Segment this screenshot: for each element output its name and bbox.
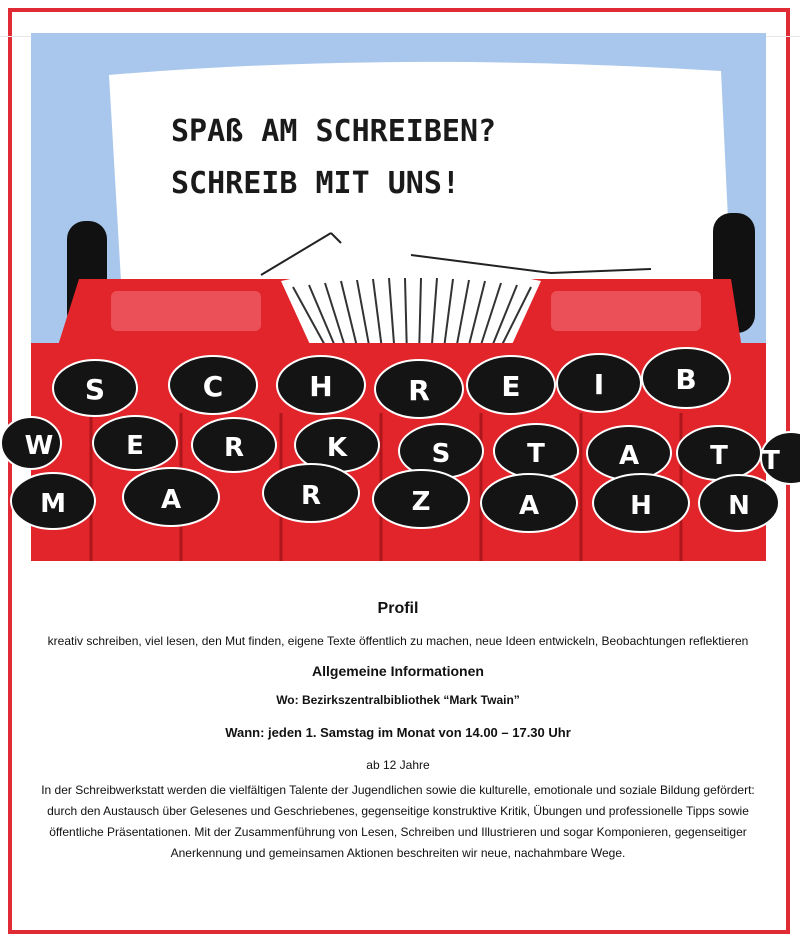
key-row2-7 <box>587 426 671 480</box>
key-label: R <box>223 433 245 463</box>
key-label: T <box>710 441 728 471</box>
key-row2-2 <box>93 416 177 470</box>
key-row3-7 <box>699 475 779 531</box>
key-label: A <box>618 441 640 471</box>
typewriter-banner <box>24 33 780 561</box>
content-section <box>40 600 756 864</box>
key-row2-6 <box>494 424 578 478</box>
headline-line-1: SPAß AM SCHREIBEN? <box>171 114 497 149</box>
description-text: In der Schreibwerkstatt werden die vielfältigen Talente der Jugendlichen sowie die kulturelle, emotionale und soziale Bildung gefördert: durch den Austausch über Gelesenes und Geschriebenes, gegenseitige konstruktive Kritik, Übungen und professionelle Tipps sowie öffentliche Präsentationen. Mit der Zusammenführung von Lesen, Schreiben und Illustrieren und sogar Komponieren, gegenseitiger Anerkennung und gemeinsamen Aktionen beschreiten wir neue, nachahmbare Wege. <box>41 783 755 860</box>
key-label: E <box>501 370 521 403</box>
key-label: H <box>309 370 333 403</box>
profil-heading: Profil <box>377 600 419 617</box>
time-text: Wann: jeden 1. Samstag im Monat von 14.00 – 17.30 Uhr <box>225 725 571 740</box>
key-label: K <box>326 433 348 463</box>
key-label: R <box>300 481 322 511</box>
key-row3-3 <box>263 464 359 522</box>
key-row2-1 <box>1 417 61 469</box>
key-label: I <box>593 368 605 401</box>
key-label: H <box>630 491 652 521</box>
key-row3-5 <box>481 474 577 532</box>
key-row2-8 <box>677 426 761 480</box>
location-text: Wo: Bezirkszentralbibliothek “Mark Twain” <box>276 693 520 707</box>
key-label: T <box>762 446 780 476</box>
key-label: C <box>202 370 224 403</box>
key-label: B <box>675 363 697 396</box>
age-text: ab 12 Jahre <box>366 758 430 772</box>
key-row3-6 <box>593 474 689 532</box>
key-label: M <box>40 489 66 519</box>
key-label: S <box>431 439 451 469</box>
key-label: A <box>160 485 182 515</box>
key-label: R <box>408 374 430 407</box>
key-row2-3 <box>192 418 276 472</box>
key-label: Z <box>411 487 431 517</box>
typewriter-illustration <box>24 33 780 561</box>
key-row1-3 <box>277 356 365 414</box>
key-row1-7 <box>642 348 730 408</box>
key-row1-5 <box>467 356 555 414</box>
headline-line-2: SCHREIB MIT UNS! <box>171 166 460 201</box>
key-label: W <box>24 431 54 461</box>
info-heading: Allgemeine Informationen <box>312 663 484 679</box>
key-row3-1 <box>11 473 95 529</box>
key-row1-1 <box>53 360 137 416</box>
key-row3-4 <box>373 470 469 528</box>
key-row1-4 <box>375 360 463 418</box>
key-label: S <box>84 373 106 406</box>
key-label: E <box>126 431 144 461</box>
key-label: T <box>527 439 545 469</box>
key-label: N <box>728 491 750 521</box>
profil-text: kreativ schreiben, viel lesen, den Mut finden, eigene Texte öffentlich zu machen, neue Ideen entwickeln, Beobachtungen reflektieren <box>47 634 749 648</box>
key-row1-6 <box>557 354 641 412</box>
key-row3-2 <box>123 468 219 526</box>
key-label: A <box>518 491 540 521</box>
key-row1-2 <box>169 356 257 414</box>
